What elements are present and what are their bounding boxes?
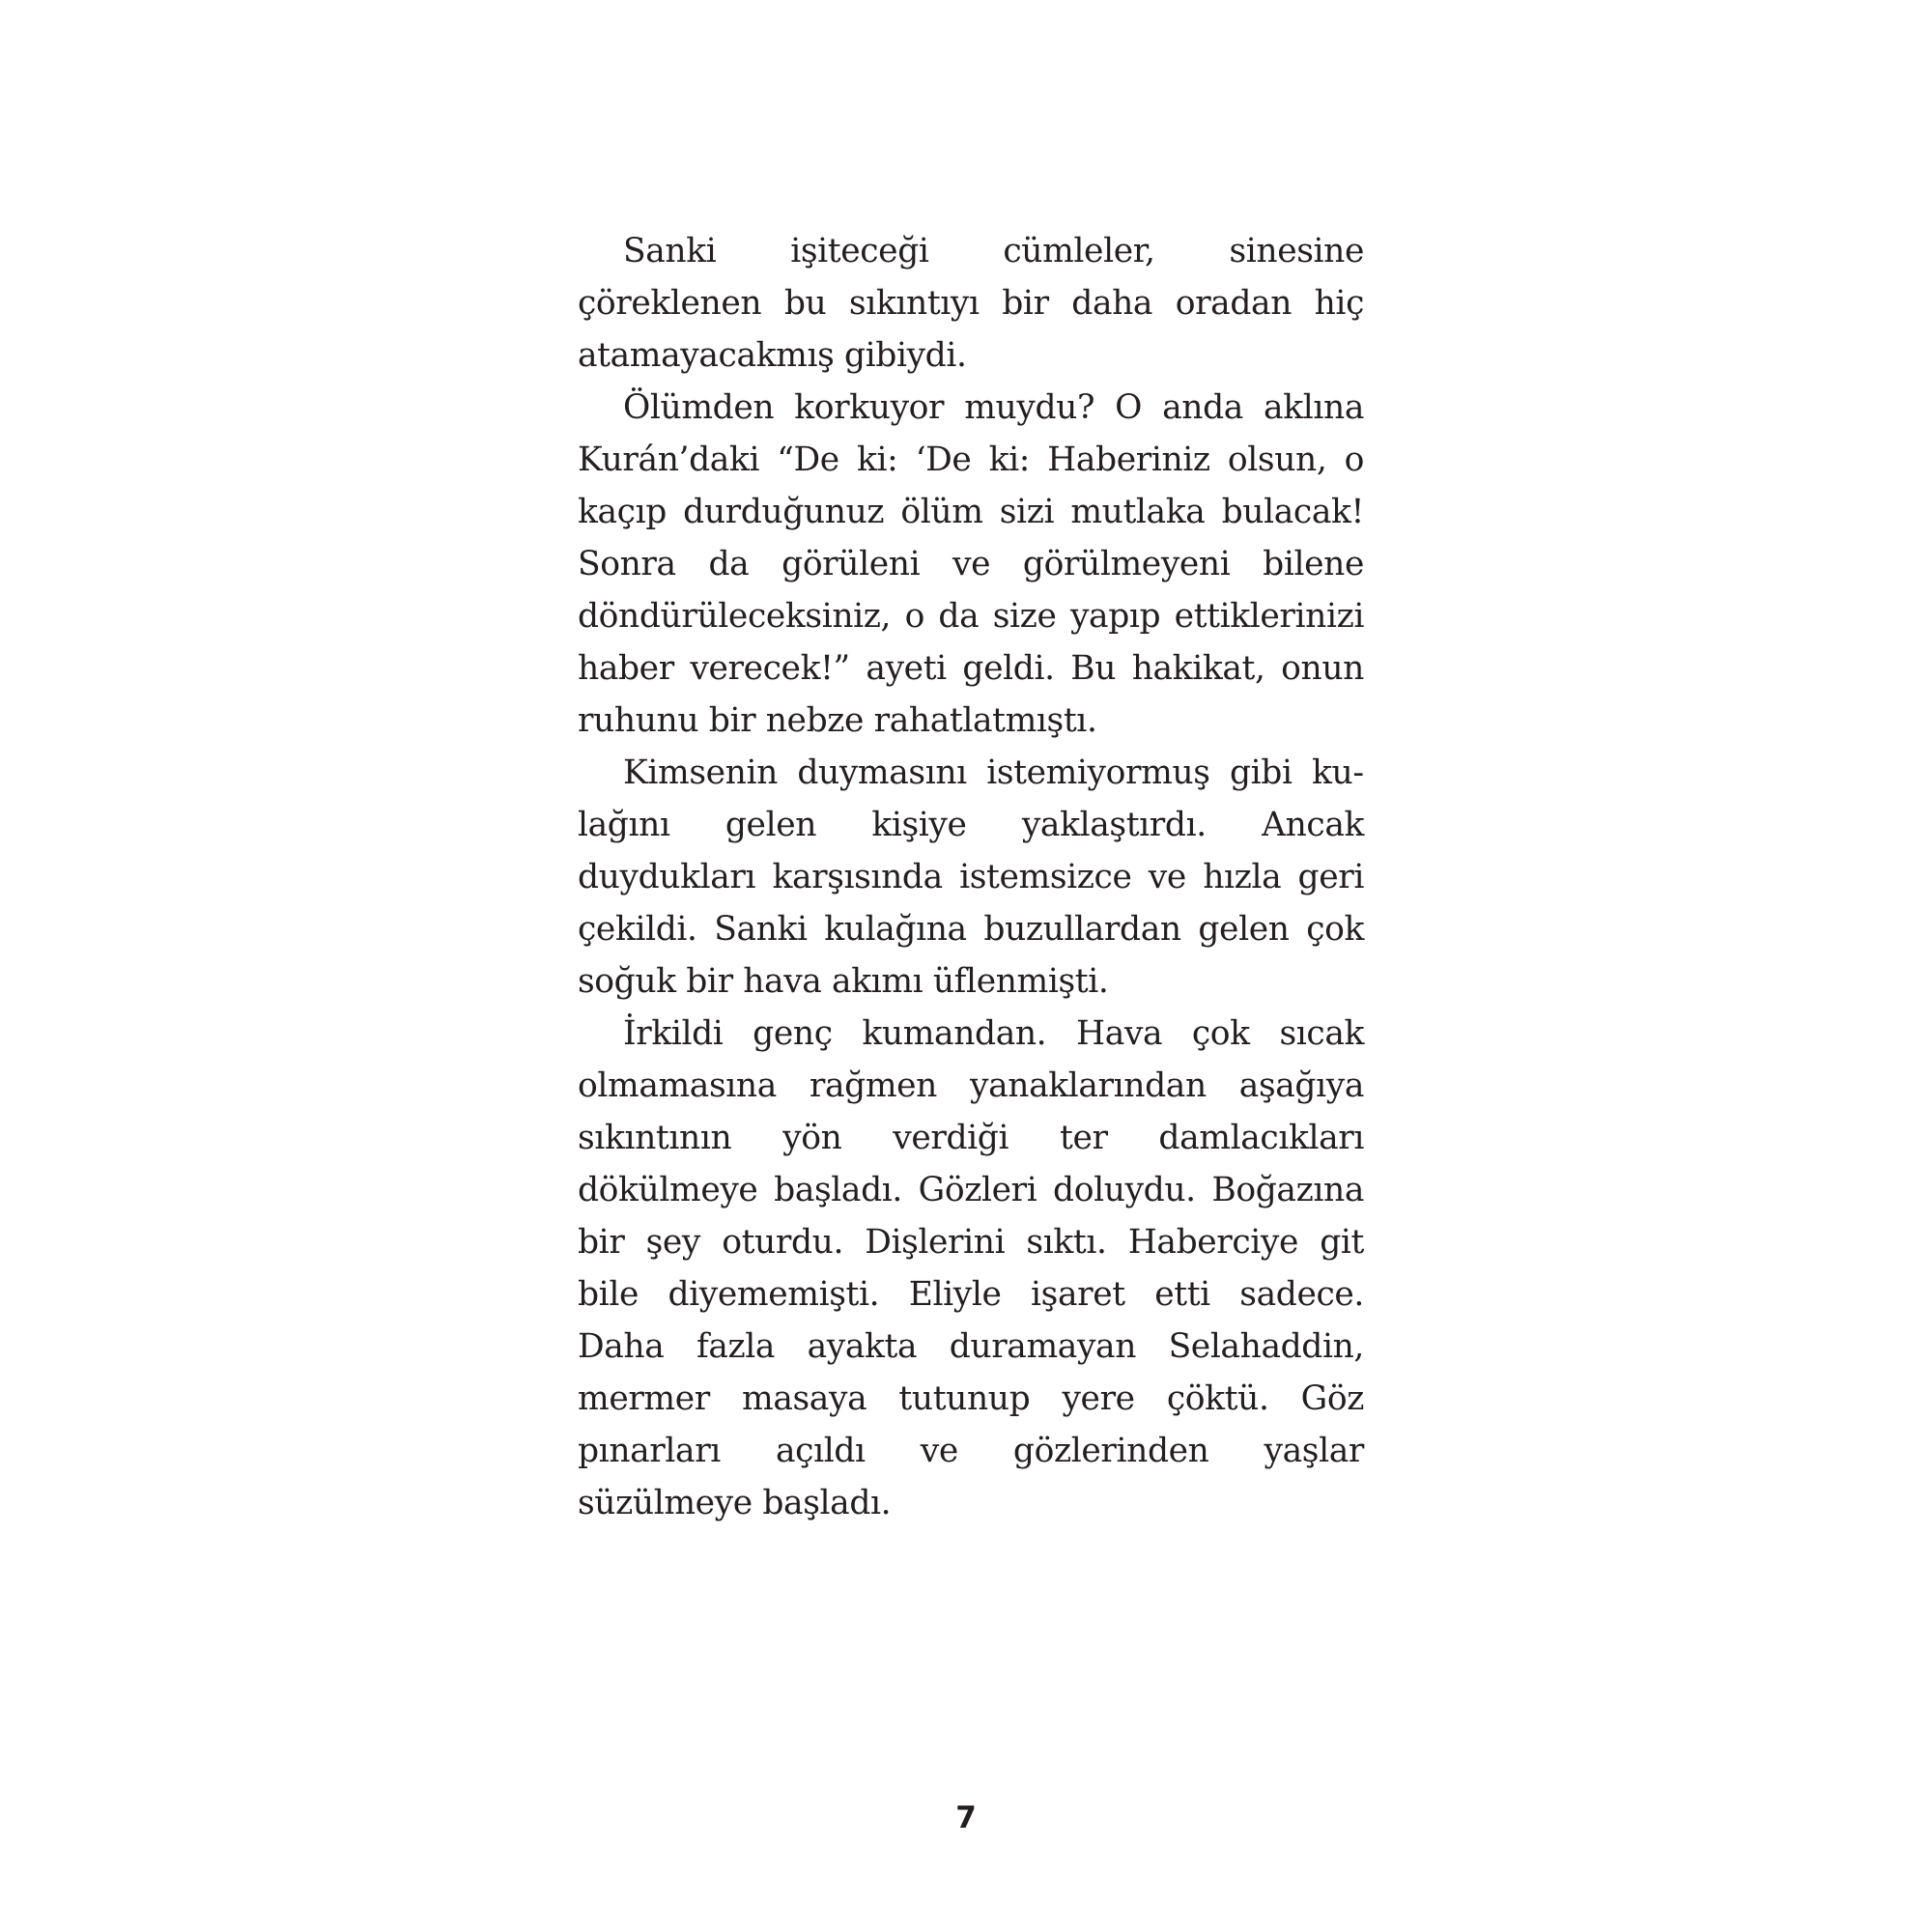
paragraph-4: İrkildi genç kumandan. Hava çok sıcak olmamasına rağmen yanaklarından aşağıya sıkıntının yön verdiği ter damlacıkları dökülmeye başladı. Gözleri doluydu. Boğazına bir şey oturdu. Dişlerini sıktı. Haberciye git bile diyememişti. Eliyle işaret etti sadece. Daha fazla ayakta duramayan Selahaddin, mermer masaya tutunup yere çöktü. Göz pınarları açıldı ve gözlerinden yaşlar süzülmeye başladı. <box>578 1014 1364 1522</box>
page-number: 7 <box>955 1801 977 1835</box>
body-text <box>578 225 1364 1529</box>
paragraph-1: Sanki işiteceği cümleler, sinesine çöreklenen bu sıkıntıyı bir daha oradan hiç atamayacakmış gibiydi. <box>578 232 1364 375</box>
paragraph-2: Ölümden korkuyor muydu? O anda aklına Kurán’daki “De ki: ‘De ki: Haberiniz olsun, o kaçıp durduğunuz ölüm sizi mutlaka bulacak! Sonra da görüleni ve görülmeyeni bilene döndürüleceksiniz, o da size yapıp ettiklerinizi haber verecek!” ayeti geldi. Bu hakikat, onun ruhunu bir nebze rahatlatmıştı. <box>578 388 1364 740</box>
paragraph-3: Kimsenin duymasını istemiyormuş gibi kulağını gelen kişiye yaklaştırdı. Ancak duydukları karşısında istemsizce ve hızla geri çekildi. Sanki kulağına buzullardan gelen çok soğuk bir hava akımı üflenmişti. <box>578 753 1364 1001</box>
